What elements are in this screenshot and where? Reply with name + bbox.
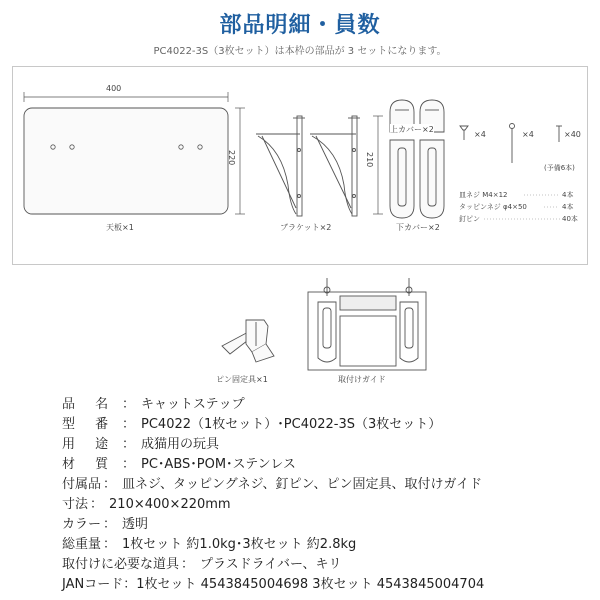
spec-label: 用 途 bbox=[62, 437, 117, 452]
spec-row bbox=[62, 455, 592, 475]
spec-value: キャットステップ bbox=[141, 397, 245, 412]
spec-row bbox=[62, 475, 592, 495]
page-subtitle: PC4022-3S（3枚セット）は本枠の部品が 3 セットになります。 bbox=[153, 46, 447, 57]
hardware-item-count: 40本 bbox=[562, 215, 578, 223]
spec-value: PC4022（1枚セット）･PC4022-3S（3枚セット） bbox=[141, 417, 442, 432]
nail-pin-qty: ×40 bbox=[564, 130, 581, 139]
nail-pin-icon bbox=[556, 126, 562, 142]
hardware-item-name: 釘ピン bbox=[459, 215, 480, 223]
flat-screw-qty: ×4 bbox=[474, 130, 486, 139]
lower-cover-caption: 下カバー×2 bbox=[396, 223, 440, 232]
flat-screw-icon bbox=[460, 126, 468, 140]
spec-separator: ： bbox=[123, 577, 137, 592]
bracket-height-label: 210 bbox=[365, 152, 374, 168]
spec-row bbox=[62, 435, 592, 455]
spec-separator: ： bbox=[103, 537, 117, 552]
spec-separator: ： bbox=[122, 417, 136, 432]
spec-row bbox=[62, 495, 592, 515]
tapping-screw-qty: ×4 bbox=[522, 130, 534, 139]
spec-value: PC･ABS･POM･ステンレス bbox=[141, 457, 296, 472]
spec-label: 品 名 bbox=[62, 397, 117, 412]
spec-label: 材 質 bbox=[62, 457, 117, 472]
spec-value: 210×400×220mm bbox=[109, 497, 231, 512]
bracket-caption: ブラケット×2 bbox=[280, 223, 332, 232]
page-title: 部品明細・員数 bbox=[219, 13, 381, 38]
hardware-item-count: 4本 bbox=[562, 203, 574, 211]
upper-cover-caption: 上カバー×2 bbox=[390, 125, 434, 134]
spec-label: 付属品 bbox=[62, 477, 102, 492]
spec-value: 皿ネジ、タッピングネジ、釘ピン、ピン固定具、取付けガイド bbox=[122, 477, 483, 492]
lower-cover-left bbox=[390, 140, 414, 218]
spec-value: 透明 bbox=[122, 517, 149, 532]
tapping-screw-icon bbox=[510, 124, 515, 164]
board-shape bbox=[24, 108, 228, 214]
pin-fixture-caption: ピン固定具×1 bbox=[216, 375, 268, 384]
pin-fixture-drawing bbox=[222, 320, 274, 362]
spec-row bbox=[62, 515, 592, 535]
spec-row bbox=[62, 555, 592, 575]
spec-value: 1枚セット 4543845004698 3枚セット 4543845004704 bbox=[136, 577, 485, 592]
spec-row bbox=[62, 395, 592, 415]
spare-note: (予備6本) bbox=[544, 164, 575, 172]
spec-label: 型 番 bbox=[62, 417, 117, 432]
spec-separator: ： bbox=[181, 557, 195, 572]
board-height-label: 220 bbox=[227, 150, 236, 166]
spec-separator: ： bbox=[122, 397, 136, 412]
hardware-item-name: 皿ネジ M4×12 bbox=[459, 191, 508, 199]
spec-separator: ： bbox=[103, 517, 117, 532]
lower-cover-right bbox=[420, 140, 444, 218]
hardware-item-name: タッピンネジ φ4×50 bbox=[459, 203, 527, 211]
spec-value: プラスドライバー、キリ bbox=[200, 557, 342, 572]
board-caption: 天板×1 bbox=[106, 223, 134, 232]
board-width-label: 400 bbox=[106, 84, 122, 93]
spec-label: 総重量 bbox=[62, 537, 102, 552]
spec-label: JANコード bbox=[62, 577, 124, 592]
spec-row bbox=[62, 575, 592, 595]
bracket-height-dimension bbox=[373, 116, 383, 214]
hardware-item-count: 4本 bbox=[562, 191, 574, 199]
spec-value: 成猫用の玩具 bbox=[141, 437, 220, 452]
spec-separator: ： bbox=[90, 497, 104, 512]
spec-label: カラー bbox=[62, 517, 102, 532]
spec-row bbox=[62, 415, 592, 435]
bracket-right bbox=[310, 116, 360, 216]
spec-separator: ： bbox=[122, 457, 136, 472]
spec-list bbox=[62, 395, 592, 595]
spec-label: 取付けに必要な道具 bbox=[62, 557, 180, 572]
spec-separator: ： bbox=[103, 477, 117, 492]
board-width-dimension bbox=[24, 92, 228, 102]
spec-row bbox=[62, 535, 592, 555]
spec-value: 1枚セット 約1.0kg･3枚セット 約2.8kg bbox=[122, 537, 357, 552]
mounting-guide-drawing bbox=[308, 278, 426, 370]
bracket-left bbox=[256, 116, 305, 216]
spec-label: 寸法 bbox=[62, 497, 89, 512]
board-height-dimension bbox=[235, 108, 245, 214]
mounting-guide-caption: 取付けガイド bbox=[338, 375, 386, 384]
spec-separator: ： bbox=[122, 437, 136, 452]
